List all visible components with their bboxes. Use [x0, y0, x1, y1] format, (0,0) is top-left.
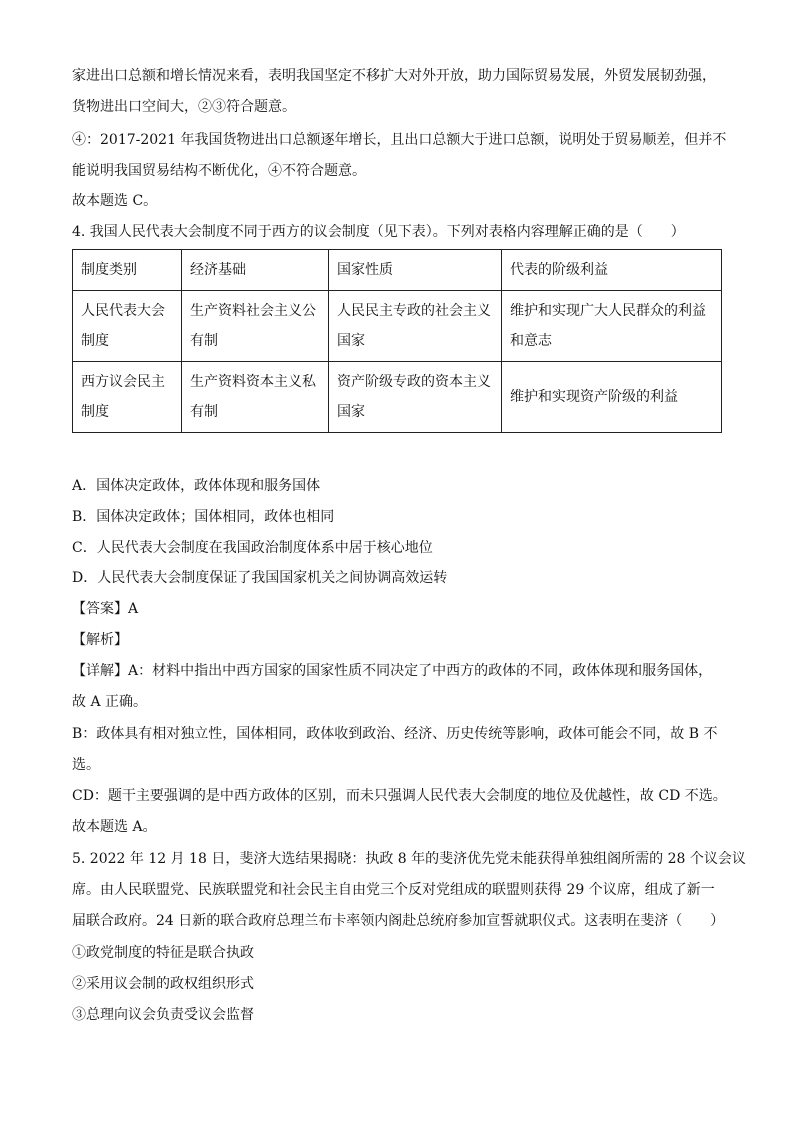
analysis-label: 【解析】 [72, 632, 128, 648]
question-5-stem: 届联合政府。24 日新的联合政府总理兰布卡率领内阁赴总统府参加宣誓就职仪式。这表明在斐济（ ） [72, 913, 725, 929]
question-4-stem: 4. 我国人民代表大会制度不同于西方的议会制度（见下表）。下列对表格内容理解正确的是（ ） [72, 224, 685, 240]
answer-label: 【答案】A [72, 601, 139, 617]
table-cell: 人民民主专政的社会主义国家 [329, 291, 502, 362]
table-header-row [73, 250, 722, 291]
option-a: A．国体决定政体，政体体现和服务国体 [72, 478, 321, 494]
text-line: 故本题选 C。 [72, 193, 158, 209]
question-5-stem: 5. 2022 年 12 月 18 日，斐济大选结果揭晓：执政 8 年的斐济优先党未能获得单独组阁所需的 28 个议会议 [72, 851, 746, 867]
question-5-stem: 席。由人民联盟党、民族联盟党和社会民主自由党三个反对党组成的联盟则获得 29 个议席，组成了新一 [72, 882, 715, 898]
option-b: B．国体决定政体；国体相同，政体也相同 [72, 509, 335, 525]
statement-item: ③总理向议会负责受议会监督 [72, 1007, 254, 1023]
explanation-line: B：政体具有相对独立性，国体相同，政体收到政治、经济、历史传统等影响，政体可能会不同，故 B 不 [72, 726, 718, 742]
table-row [73, 291, 722, 362]
explanation-line: 故 A 正确。 [72, 694, 148, 710]
statement-item: ①政党制度的特征是联合执政 [72, 945, 254, 961]
table-cell: 维护和实现广大人民群众的利益和意志 [502, 291, 722, 362]
table-header: 代表的阶级利益 [502, 250, 722, 291]
statement-item: ②采用议会制的政权组织形式 [72, 976, 254, 992]
explanation-line: 【详解】A：材料中指出中西方国家的国家性质不同决定了中西方的政体的不同，政体体现和服务国体， [72, 663, 713, 679]
table-header: 制度类别 [73, 250, 182, 291]
text-line: 货物进出口空间大，②③符合题意。 [72, 99, 296, 115]
table-header: 经济基础 [182, 250, 329, 291]
table-cell: 维护和实现资产阶级的利益 [502, 362, 722, 433]
table-row [73, 362, 722, 433]
table-cell: 人民代表大会制度 [73, 291, 182, 362]
text-line: ④：2017-2021 年我国货物进出口总额逐年增长，且出口总额大于进口总额，说明处于贸易顺差，但并不 [72, 132, 727, 148]
option-d: D．人民代表大会制度保证了我国国家机关之间协调高效运转 [72, 570, 448, 586]
text-line: 家进出口总额和增长情况来看，表明我国坚定不移扩大对外开放，助力国际贸易发展，外贸发展韧劲强， [72, 68, 716, 84]
explanation-line: 故本题选 A。 [72, 819, 157, 835]
option-c: C．人民代表大会制度在我国政治制度体系中居于核心地位 [72, 540, 433, 556]
comparison-table [72, 249, 722, 433]
table-cell: 资产阶级专政的资本主义国家 [329, 362, 502, 433]
explanation-line: CD：题干主要强调的是中西方政体的区别，而未只强调人民代表大会制度的地位及优越性，故 CD 不选。 [72, 788, 727, 804]
table-cell: 西方议会民主制度 [73, 362, 182, 433]
table-header: 国家性质 [329, 250, 502, 291]
text-line: 能说明我国贸易结构不断优化，④不符合题意。 [72, 163, 366, 179]
explanation-line: 选。 [72, 757, 100, 773]
table-cell: 生产资料资本主义私有制 [182, 362, 329, 433]
table-cell: 生产资料社会主义公有制 [182, 291, 329, 362]
